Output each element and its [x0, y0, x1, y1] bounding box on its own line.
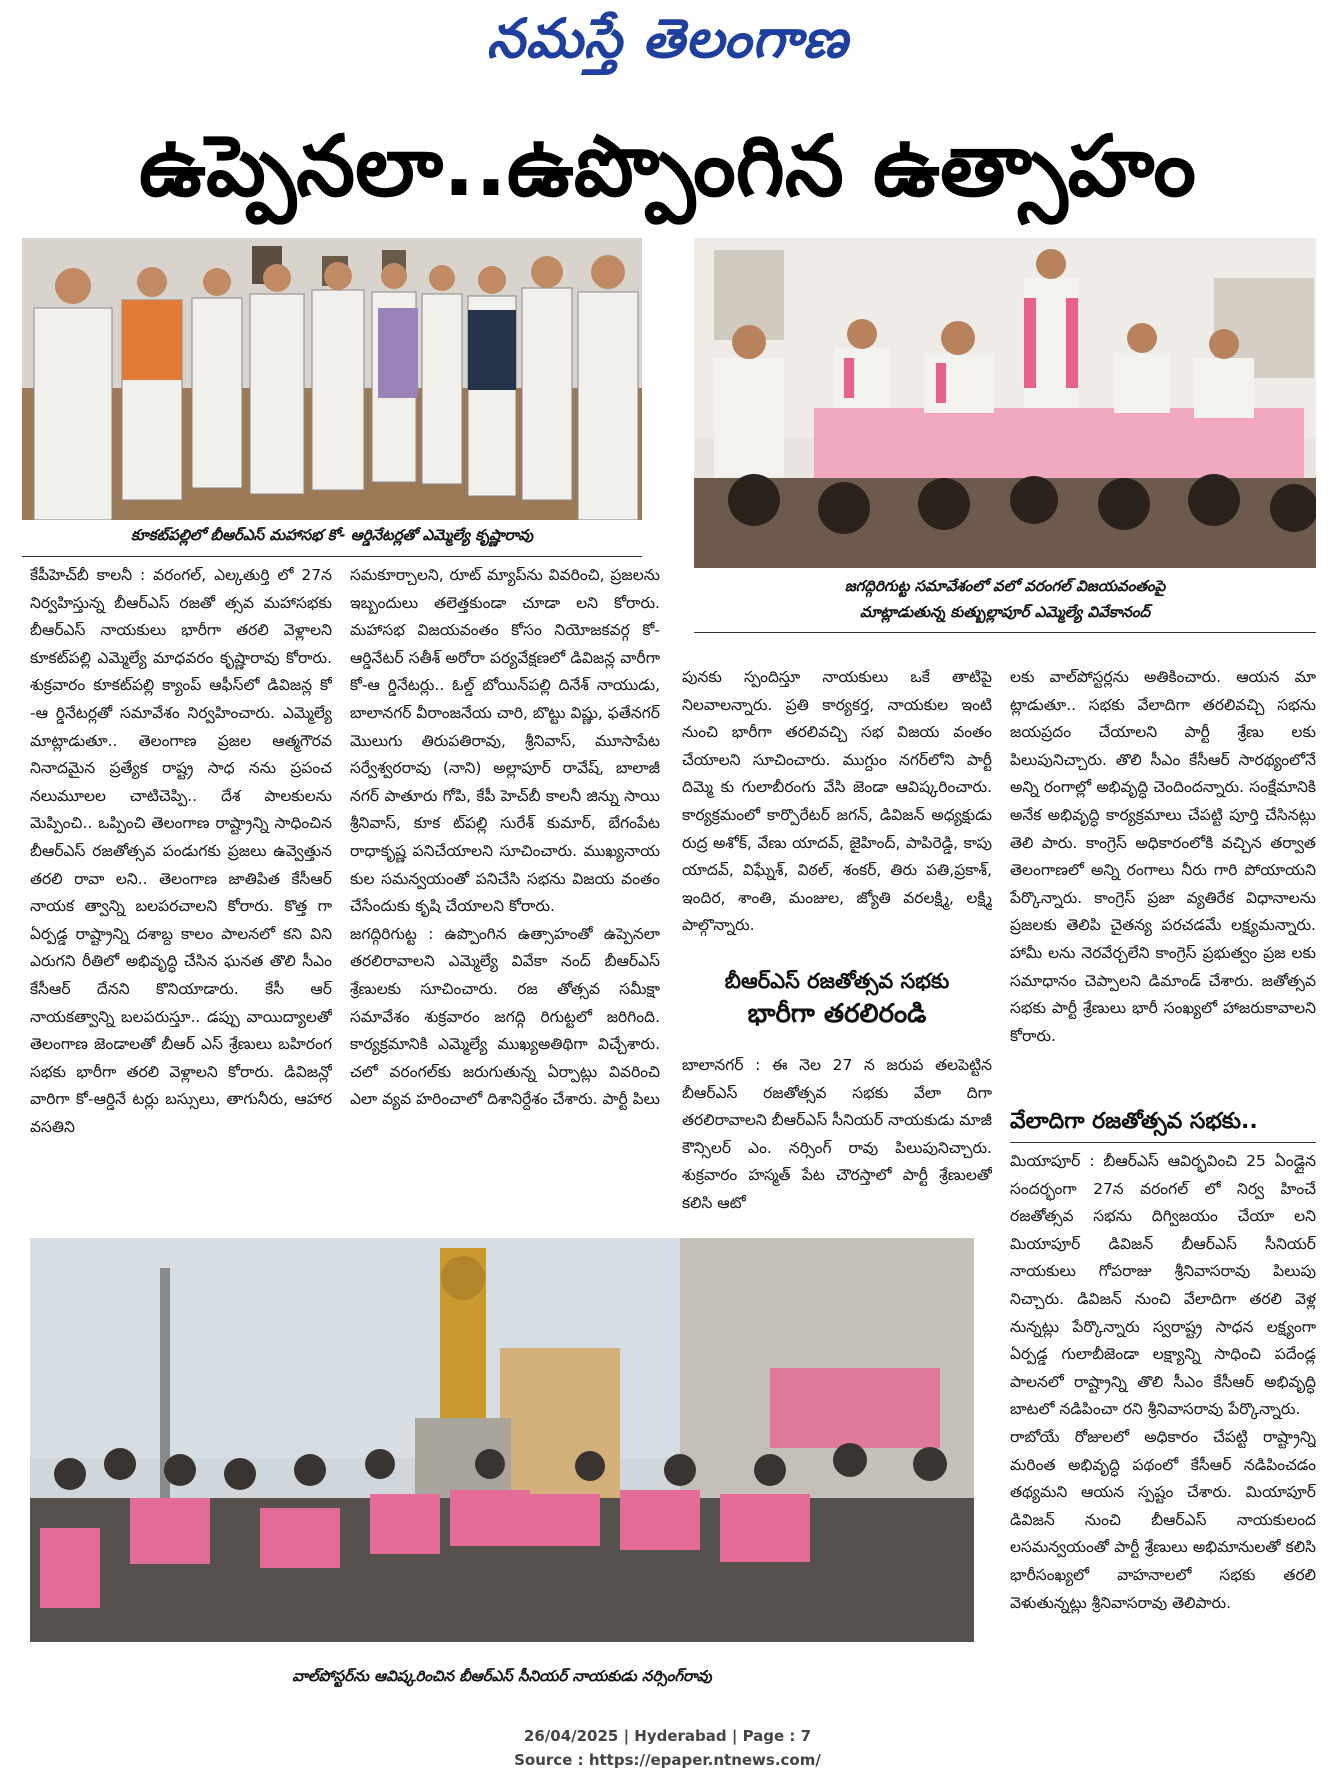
photo-jagadgirigutta-image [694, 238, 1316, 568]
article-column-4-bottom: మియాపూర్ : బీఆర్‌ఎస్ ఆవిర్భవించి 25 ఏండ్లైన సందర్భంగా 27న వరంగల్ లో నిర్వ హించే రజతోత్సవ సభను దిగ్విజయం చేయా లని మియాపూర్ డివిజన్ బీఆర్‌ఎస్ సీనియర్ నాయకులు గోపరాజు శ్రీనివాసరావు పిలుపు నిచ్చారు. డివిజన్ నుంచి వేలాదిగా తరలి వెళ్ల నున్నట్లు పేర్కొన్నారు స్వరాష్ట్ర సాధన లక్ష్యంగా ఏర్పడ్డ గులాబీజెండా లక్ష్యాన్ని సాధించి పదేండ్ల పాలనలో రాష్ట్రాన్ని తొలి సీఎం కేసీఆర్ అభివృద్ధి బాటలో నడిపించా రని శ్రీనివాసరావు పేర్కొన్నారు. రాబోయే రోజులలో అధికారం చేపట్టి రాష్ట్రాన్ని మరింత అభివృద్ధి పథంలో కేసీఆర్ నడిపించడం తథ్యమని ఆయన స్పష్టం చేశారు. మియాపూర్ డివిజన్ నుంచి బీఆర్‌ఎస్ నాయకులంద లసమన్వయంతో పార్టీ శ్రేణులు అభిమానులతో కలిసి భారీసంఖ్యలో వాహనాలలో సభకు తరలి వెళుతున్నట్లు శ్రీనివాసరావు తెలిపారు. [1010, 1152, 1316, 1612]
masthead-logo: నమస్తే తెలంగాణ [486, 6, 849, 70]
article-column-4-top: లకు వాల్‌పోస్టర్లను అతికించారు. ఆయన మా ట్లాడుతూ.. సభకు వేలాదిగా తరలివచ్చి సభను జయప్రదం చేయాలని పార్టీ శ్రేణు లకు పిలుపునిచ్చారు. తొలి సీఎం కేసీఆర్ సారథ్యంలోనే అన్ని రంగాల్లో అభివృద్ధి చెందిందన్నారు. సంక్షేమానికి అనేక అభివృద్ధి కార్యక్రమాలు చేపట్టి పూర్తి చేసినట్లు తెలి పారు. కాంగ్రెస్ అధికారంలోకి వచ్చిన తర్వాత తెలంగాణలో అన్ని రంగాలు నీరు గారి పోయాయని పేర్కొన్నారు. కాంగ్రెస్ ప్రజా వ్యతిరేక విధానాలను ప్రజలకు తెలిపి చైతన్య పరచడమే లక్ష్యమన్నారు. హామీ లను నెరవేర్చలేని కాంగ్రెస్ ప్రభుత్వం ప్రజ లకు సమాధానం చెప్పాలని డిమాండ్ చేశారు. జతోత్సవ సభకు పార్టీ శ్రేణులు భారీ సంఖ్యలో హాజరుకావాలని కోరారు. [1010, 668, 1316, 1045]
photo-kukatpally-caption: కూకట్‌పల్లిలో బీఆర్‌ఎస్ మహాసభ కో- ఆర్డినేటర్లతో ఎమ్మెల్యే కృష్ణారావు [130, 526, 534, 544]
photo-jagadgirigutta-caption-line1: జగద్గిరిగుట్ట సమావేశంలో వలో వరంగల్ విజయవంతంపై [844, 577, 1166, 595]
main-headline: ఉప్పెనలా..ఉప్పొంగిన ఉత్సాహం [138, 117, 1197, 215]
photo-jagadgirigutta-meeting [694, 238, 1316, 568]
photo-wallposter-image [30, 1238, 974, 1642]
photo-kukatpally-image [22, 238, 642, 520]
article-column-2: సమకూర్చాలని, రూట్ మ్యాప్‌ను వివరించి, ప్రజలను ఇబ్బందులు తలెత్తకుండా చూడా లని కోరారు. మహాసభ విజయవంతం కోసం నియోజకవర్గ కో- ఆర్డినేటర్ సతీశ్ అరోరా పర్యవేక్షణలో డివిజన్ల వారీగా కో-ఆ ర్డినేటర్లు.. ఓల్డ్ బోయిన్‌పల్లి దినేశ్ నాయుడు, బాలానగర్ వీరాంజనేయ చారి, బొట్టు విష్ణు, ఫతేనగర్ మొలుగు తిరుపతిరావు, శ్రీనివాస్, మూసాపేట సర్వేశ్వరరావు (నాని) అల్లాపూర్ రావేష్, బాలాజీ నగర్ పాతూరు గోపి, కేపీ హెచ్‌బీ కాలనీ జిన్ను సాయి శ్రీనివాస్, కూక ట్‌పల్లి సురేశ్ కుమార్, బేగంపేట రాధాకృష్ణ పనిచేయాలని సూచించారు. ముఖ్యనాయ కుల సమన్వయంతో పనిచేసి సభను విజయ వంతం చేసేందుకు కృషి చేయాలని కోరారు. జగద్గిరిగుట్ట : ఉప్పొంగిన ఉత్సాహంతో ఉప్పెనలా తరలిరావాలని ఎమ్మెల్యే వివేకా నంద్ బీఆర్‌ఎస్ శ్రేణులకు సూచించారు. రజ తోత్సవ సమీక్షా సమావేశం శుక్రవారం జగద్గి రిగుట్టలో జరిగింది. కార్యక్రమానికి ఎమ్మెల్యే ముఖ్యఅతిథిగా విచ్చేశారు. చలో వరంగల్‌కు జరుగుతున్న ఏర్పాట్లు వివరించి ఎలా వ్యవ హరించాలో దిశానిర్దేశం చేశారు. పార్టీ పిలు [350, 566, 660, 1109]
caption2-rule [694, 632, 1316, 633]
article-column-3-top: పునకు స్పందిస్తూ నాయకులు ఒకే తాటిపై నిలవాలన్నారు. ప్రతి కార్యకర్త, నాయకుల ఇంటి నుంచి భారీగా తరలివచ్చి సభ విజయ వంతం చేయాలని సూచించారు. ముగ్దుం నగర్‌లోని పార్టీ దిమ్మె కు గులాబీరంగు వేసి జెండా ఆవిష్కరించారు. కార్యక్రమంలో కార్పొరేటర్ జగన్, డివిజన్ అధ్యక్షుడు రుద్ర అశోక్, వేణు యాదవ్, జైహింద్, పాపిరెడ్డి, కాపు యాదవ్, విఘ్నేశ్, విఠల్, శంకర్, తిరు పతి,ప్రకాశ్, ఇందిర, శాంతి, మంజుల, జ్యోతి వరలక్ష్మి, లక్ష్మి పాల్గొన్నారు. [682, 668, 992, 935]
sub-heading-rajatotsava [682, 966, 992, 1032]
footer-source-link[interactable]: Source : https://epaper.ntnews.com/ [514, 1751, 821, 1769]
caption1-rule [22, 556, 642, 557]
sub-heading-line2: భారీగా తరలిరండి [747, 999, 927, 1029]
article-column-3-bottom: బాలానగర్ : ఈ నెల 27 న జరుప తలపెట్టిన బీఆర్‌ఎస్ రజతోత్సవ సభకు వేలా దిగా తరలిరావాలని బీఆర్‌ఎస్ సీనియర్ నాయకుడు మాజీ కౌన్సిలర్ ఎం. నర్సింగ్ రావు పిలుపునిచ్చారు. శుక్రవారం హస్మత్ పేట చౌరస్తాలో పార్టీ శ్రేణులతో కలిసి ఆటో [682, 1056, 992, 1212]
photo-wallposter-caption: వాల్‌పోస్టర్‌ను ఆవిష్కరించిన బీఆర్‌ఎస్ సీనియర్ నాయకుడు నర్సింగ్‌రావు [292, 1667, 712, 1685]
article-column-1: కేపీహెచ్‌బీ కాలనీ : వరంగల్, ఎల్కతుర్తి లో 27న నిర్వహిస్తున్న బీఆర్‌ఎస్ రజతో త్సవ మహాసభకు బీఆర్‌ఎస్ నాయకులు భారీగా తరలి వెళ్లాలని కూకట్‌పల్లి ఎమ్మెల్యే మాధవరం కృష్ణారావు కోరారు. శుక్రవారం కూకట్‌పల్లి క్యాంప్ ఆఫీస్‌లో డివిజన్ల కో -ఆ ర్డినేటర్లతో సమావేశం నిర్వహించారు. ఎమ్మెల్యే మాట్లాడుతూ.. తెలంగాణ ప్రజల ఆత్మగౌరవ నినాదమైన ప్రత్యేక రాష్ట్ర సాధ నను ప్రపంచ నలుమూలల చాటిచెప్పి.. దేశ పాలకులను మెప్పించి.. ఒప్పించి తెలంగాణ రాష్ట్రాన్ని సాధించిన బీఆర్‌ఎస్ రజతోత్సవ పండుగకు ప్రజలు ఉవ్వెత్తున తరలి రావా లని.. తెలంగాణ జాతిపిత కేసీఆర్ నాయక త్వాన్ని బలపరచాలని కోరారు. కొత్త గా ఏర్పడ్డ రాష్ట్రాన్ని దశాబ్ద కాలం పాలనలో కని విని ఎరుగని రీతిలో అభివృద్ధి చేసిన ఘనత తొలి సీఎం కేసీఆర్ దేనని కొనియాడారు. కేసీ ఆర్ నాయకత్వాన్ని బలపరుస్తూ.. డప్పు వాయిద్యాలతో తెలంగాణ జెండాలతో బీఆర్ ఎస్ శ్రేణులు బహిరంగ సభకు భారీగా తరలి వెళ్లాలని కోరారు. డివిజన్లో వారిగా కో-ఆర్డినే టర్లు బస్సులు, తాగునీరు, ఆహార వసతిని [30, 566, 332, 1136]
sub-heading-veladiga: వేలాదిగా రజతోత్సవ సభకు.. [1010, 1109, 1258, 1134]
sub-heading2-rule [1010, 1142, 1316, 1143]
footer-date-page: 26/04/2025 | Hyderabad | Page : 7 [523, 1727, 812, 1745]
photo-wallposter-rally [30, 1238, 974, 1642]
photo-kukatpally-meeting [22, 238, 642, 520]
photo-jagadgirigutta-caption-line2: మాట్లాడుతున్న కుత్బుల్లాపూర్ ఎమ్మెల్యే వివేకానంద్ [859, 603, 1151, 621]
sub-heading-line1: బీఆర్‌ఎస్ రజతోత్సవ సభకు [724, 969, 950, 993]
